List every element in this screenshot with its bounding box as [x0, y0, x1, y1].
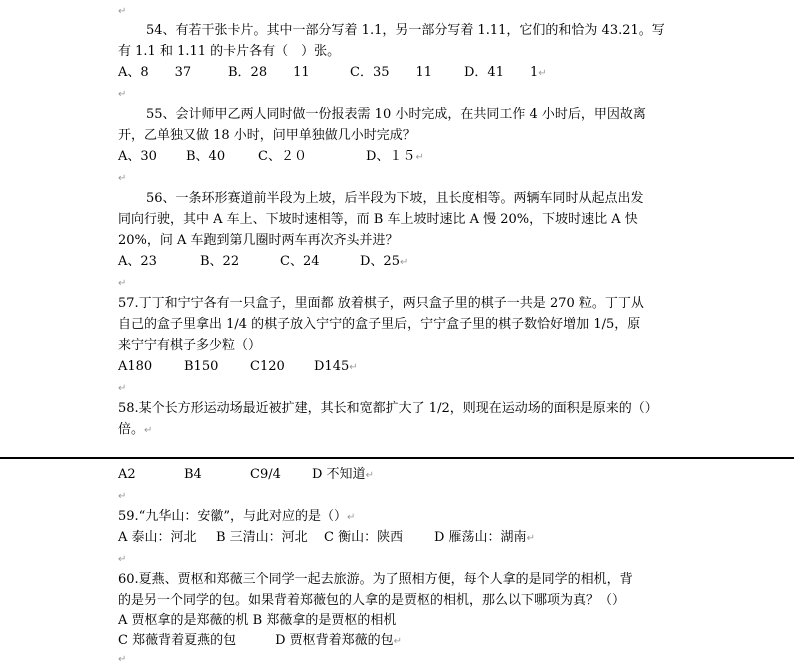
q58-line2-text: 倍。 [118, 422, 145, 437]
q56-option-c: C、24 [280, 254, 320, 269]
q58-options [118, 466, 374, 484]
q56-options [118, 253, 408, 271]
q58-option-b: B4 [184, 467, 202, 482]
paragraph-mark: ↵ [144, 425, 153, 436]
q58-option-a: A2 [118, 467, 136, 482]
paragraph-mark: ↵ [118, 654, 127, 665]
paragraph-mark: ↵ [118, 554, 127, 565]
page-break-divider [0, 457, 794, 459]
q55-options [118, 148, 424, 166]
q55-option-d: D、１５ [366, 149, 416, 164]
q59-option-a: A 泰山：河北 [118, 530, 197, 545]
q57-options [118, 358, 358, 376]
q60-line1: 60.夏燕、贾枢和郑薇三个同学一起去旅游。为了照相方便，每个人拿的是同学的相机，背 [118, 572, 633, 587]
paragraph-mark: ↵ [349, 362, 358, 373]
q57-line2: 自己的盒子里拿出 1/4 的棋子放入宁宁的盒子里后，宁宁盒子里的棋子数恰好增加 1/5，原 [118, 317, 641, 332]
q57-option-a: A180 [118, 359, 153, 374]
q56-option-b: B、22 [200, 254, 240, 269]
q56-line3: 20%，问 A 车跑到第几圈时两车再次齐头并进？ [118, 233, 399, 248]
q54-option-a: A、8 37 [118, 65, 192, 80]
q59-options [118, 529, 535, 547]
q59-option-d: D 雁荡山：湖南 [434, 530, 527, 545]
q57-option-d: D145 [314, 359, 350, 374]
q54-options [118, 64, 547, 82]
q59-line1 [118, 508, 355, 526]
paragraph-mark: ↵ [346, 512, 356, 523]
q54-option-b: B．28 11 [228, 65, 310, 80]
paragraph-mark: ↵ [118, 89, 127, 100]
q55-option-c: C、２０ [258, 149, 307, 164]
q59-option-b: B 三清山：河北 [216, 530, 308, 545]
q58-line1: 58.某个长方形运动场最近被扩建，其长和宽都扩大了 1/2，则现在运动场的面积是原来的（） [118, 401, 658, 416]
q59-line1-text: 59.“九华山：安徽”，与此对应的是（） [118, 509, 347, 524]
paragraph-mark: ↵ [415, 152, 424, 163]
q57-line3: 来宁宁有棋子多少粒（） [118, 338, 262, 353]
paragraph-mark: ↵ [399, 257, 409, 268]
q60-line3: A 贾枢拿的是郑薇的机 B 郑薇拿的是贾枢的相机 [118, 613, 397, 628]
q54-line1: 54、有若干张卡片。其中一部分写着 1.1，另一部分写着 1.11，它们的和恰为 43.21。写 [146, 23, 665, 38]
paragraph-mark: ↵ [538, 68, 547, 79]
paragraph-mark: ↵ [526, 533, 535, 544]
paragraph-mark: ↵ [118, 383, 127, 394]
paragraph-mark: ↵ [365, 470, 374, 481]
q55-option-b: B、40 [186, 149, 226, 164]
q59-option-c: C 衡山：陕西 [324, 530, 404, 545]
paragraph-mark: ↵ [393, 636, 403, 647]
q54-option-d: D．41 1 [464, 65, 539, 80]
q56-line1: 56、一条环形赛道前半段为上坡，后半段为下坡，且长度相等。两辆车同时从起点出发 [146, 191, 644, 206]
q56-line2: 同向行驶，其中 A 车上、下坡时速相等，而 B 车上坡时速比 A 慢 20%，下坡时速比 A 快 [118, 212, 638, 227]
q57-line1: 57.丁丁和宁宁各有一只盒子，里面都 放着棋子，两只盒子里的棋子一共是 270 粒。丁丁从 [118, 296, 644, 311]
q60-line2: 的是另一个同学的包。如果背着郑薇包的人拿的是贾枢的相机，那么以下哪项为真？（） [118, 593, 626, 608]
paragraph-mark: ↵ [118, 491, 127, 502]
q60-line4 [118, 632, 402, 650]
q57-option-c: C120 [250, 359, 285, 374]
q58-line2 [118, 421, 152, 439]
q54-option-c: C．35 11 [350, 65, 433, 80]
q55-line2: 开，乙单独又做 18 小时，问甲单独做几小时完成？ [118, 128, 416, 143]
q54-line2: 有 1.1 和 1.11 的卡片各有（ ）张。 [118, 44, 341, 59]
q57-option-b: B150 [184, 359, 219, 374]
q58-option-c: C9/4 [250, 467, 281, 482]
q55-option-a: A、30 [118, 149, 157, 164]
q56-option-d: D、25 [360, 254, 400, 269]
paragraph-mark: ↵ [118, 278, 127, 289]
paragraph-mark: ↵ [118, 6, 127, 17]
q58-option-d: D 不知道 [312, 467, 366, 482]
q60-line4-text: C 郑薇背着夏燕的包 D 贾枢背着郑薇的包 [118, 633, 394, 648]
q56-option-a: A、23 [118, 254, 157, 269]
paragraph-mark: ↵ [118, 173, 127, 184]
q55-line1: 55、会计师甲乙两人同时做一份报表需 10 小时完成，在共同工作 4 小时后，甲因故离 [146, 107, 646, 122]
